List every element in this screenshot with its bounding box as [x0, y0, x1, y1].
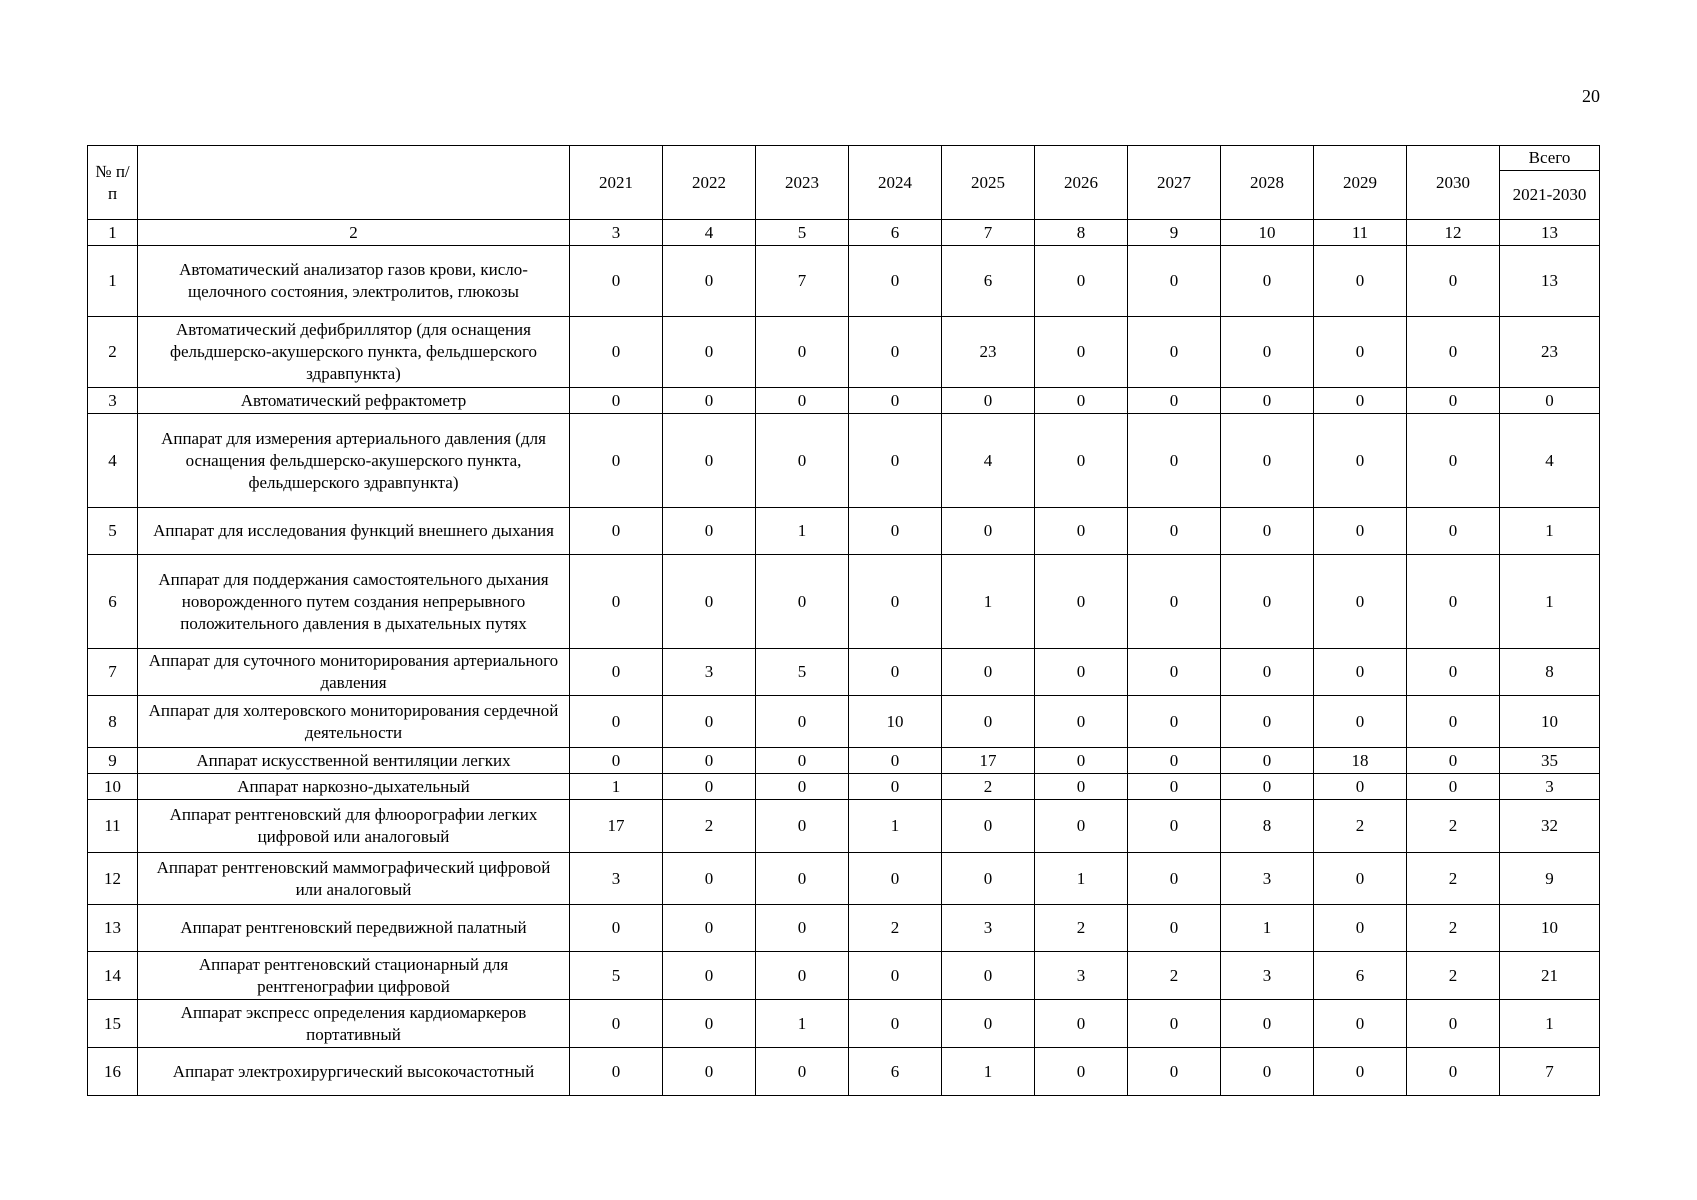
year-value: 0 [1128, 317, 1221, 388]
row-number: 13 [88, 905, 138, 952]
year-value: 0 [663, 696, 756, 748]
row-total: 4 [1500, 414, 1600, 508]
year-value: 0 [1314, 905, 1407, 952]
row-number: 8 [88, 696, 138, 748]
year-value: 0 [756, 414, 849, 508]
year-value: 0 [1314, 555, 1407, 649]
row-total: 35 [1500, 748, 1600, 774]
year-value: 0 [942, 696, 1035, 748]
year-value: 0 [1128, 1000, 1221, 1048]
year-value: 1 [1221, 905, 1314, 952]
year-value: 3 [663, 649, 756, 696]
year-value: 4 [942, 414, 1035, 508]
header-year: 2025 [942, 146, 1035, 220]
year-value: 3 [1221, 853, 1314, 905]
row-total: 10 [1500, 696, 1600, 748]
row-total: 1 [1500, 555, 1600, 649]
row-number: 14 [88, 952, 138, 1000]
year-value: 7 [756, 246, 849, 317]
year-value: 0 [663, 1048, 756, 1096]
table-row [88, 1048, 1600, 1096]
year-value: 0 [1407, 414, 1500, 508]
equipment-name: Аппарат для поддержания самостоятельного дыхания новорожденного путем создания непрерывного положительного давления в дыхательных путях [138, 555, 570, 649]
column-index: 1 [88, 220, 138, 246]
year-value: 0 [756, 748, 849, 774]
year-value: 0 [756, 774, 849, 800]
year-value: 1 [570, 774, 663, 800]
year-value: 0 [1221, 246, 1314, 317]
year-value: 0 [663, 905, 756, 952]
column-index: 12 [1407, 220, 1500, 246]
year-value: 0 [1035, 774, 1128, 800]
year-value: 0 [570, 748, 663, 774]
header-year: 2029 [1314, 146, 1407, 220]
table-row [88, 388, 1600, 414]
year-value: 0 [849, 952, 942, 1000]
year-value: 0 [663, 246, 756, 317]
table-row [88, 649, 1600, 696]
year-value: 2 [663, 800, 756, 853]
table-row [88, 905, 1600, 952]
table-row [88, 696, 1600, 748]
header-total: Всего [1500, 146, 1600, 171]
header-year: 2024 [849, 146, 942, 220]
year-value: 0 [1128, 414, 1221, 508]
table-row [88, 853, 1600, 905]
year-value: 0 [1221, 508, 1314, 555]
year-value: 0 [1407, 246, 1500, 317]
row-total: 3 [1500, 774, 1600, 800]
row-number: 4 [88, 414, 138, 508]
year-value: 0 [1128, 246, 1221, 317]
year-value: 0 [1035, 246, 1128, 317]
year-value: 1 [756, 508, 849, 555]
header-year: 2026 [1035, 146, 1128, 220]
year-value: 2 [1407, 800, 1500, 853]
year-value: 0 [849, 246, 942, 317]
year-value: 5 [756, 649, 849, 696]
year-value: 0 [663, 748, 756, 774]
row-total: 7 [1500, 1048, 1600, 1096]
row-total: 23 [1500, 317, 1600, 388]
year-value: 0 [1314, 508, 1407, 555]
equipment-name: Аппарат рентгеновский передвижной палатный [138, 905, 570, 952]
year-value: 0 [1128, 388, 1221, 414]
year-value: 0 [756, 952, 849, 1000]
year-value: 0 [663, 317, 756, 388]
year-value: 0 [1314, 696, 1407, 748]
equipment-name: Аппарат для исследования функций внешнего дыхания [138, 508, 570, 555]
table-row [88, 317, 1600, 388]
equipment-name: Аппарат рентгеновский стационарный для рентгенографии цифровой [138, 952, 570, 1000]
year-value: 3 [1221, 952, 1314, 1000]
row-number: 1 [88, 246, 138, 317]
year-value: 0 [1221, 388, 1314, 414]
year-value: 8 [1221, 800, 1314, 853]
row-total: 10 [1500, 905, 1600, 952]
table-row [88, 508, 1600, 555]
header-row [88, 146, 1600, 171]
row-number: 2 [88, 317, 138, 388]
table-row [88, 748, 1600, 774]
equipment-name: Аппарат рентгеновский для флюорографии легких цифровой или аналоговый [138, 800, 570, 853]
year-value: 5 [570, 952, 663, 1000]
year-value: 0 [1035, 1000, 1128, 1048]
column-index: 7 [942, 220, 1035, 246]
year-value: 0 [1035, 1048, 1128, 1096]
year-value: 0 [1128, 774, 1221, 800]
year-value: 0 [1128, 508, 1221, 555]
year-value: 0 [1035, 508, 1128, 555]
year-value: 0 [849, 508, 942, 555]
equipment-name: Аппарат искусственной вентиляции легких [138, 748, 570, 774]
header-total-range: 2021-2030 [1500, 171, 1600, 220]
column-index: 10 [1221, 220, 1314, 246]
year-value: 0 [849, 388, 942, 414]
year-value: 0 [1221, 774, 1314, 800]
year-value: 0 [849, 853, 942, 905]
row-number: 6 [88, 555, 138, 649]
year-value: 0 [1314, 774, 1407, 800]
column-index-row [88, 220, 1600, 246]
year-value: 0 [1035, 414, 1128, 508]
year-value: 6 [942, 246, 1035, 317]
equipment-name: Аппарат рентгеновский маммографический цифровой или аналоговый [138, 853, 570, 905]
equipment-name: Аппарат электрохирургический высокочастотный [138, 1048, 570, 1096]
year-value: 3 [1035, 952, 1128, 1000]
year-value: 0 [1035, 317, 1128, 388]
table-row [88, 555, 1600, 649]
year-value: 2 [1407, 952, 1500, 1000]
year-value: 0 [1221, 748, 1314, 774]
column-index: 6 [849, 220, 942, 246]
equipment-name: Автоматический анализатор газов крови, кисло-щелочного состояния, электролитов, глюкозы [138, 246, 570, 317]
year-value: 3 [570, 853, 663, 905]
year-value: 17 [570, 800, 663, 853]
year-value: 2 [1314, 800, 1407, 853]
year-value: 0 [1035, 388, 1128, 414]
year-value: 2 [1407, 853, 1500, 905]
year-value: 0 [849, 317, 942, 388]
year-value: 0 [942, 853, 1035, 905]
year-value: 0 [1221, 414, 1314, 508]
year-value: 0 [570, 508, 663, 555]
year-value: 3 [942, 905, 1035, 952]
year-value: 10 [849, 696, 942, 748]
row-total: 1 [1500, 1000, 1600, 1048]
equipment-name: Автоматический рефрактометр [138, 388, 570, 414]
header-year: 2030 [1407, 146, 1500, 220]
year-value: 0 [663, 414, 756, 508]
table-row [88, 1000, 1600, 1048]
row-number: 7 [88, 649, 138, 696]
year-value: 0 [1035, 800, 1128, 853]
year-value: 0 [756, 388, 849, 414]
year-value: 0 [1221, 1000, 1314, 1048]
year-value: 0 [1221, 649, 1314, 696]
year-value: 0 [1314, 853, 1407, 905]
year-value: 0 [1407, 649, 1500, 696]
year-value: 23 [942, 317, 1035, 388]
table-row [88, 952, 1600, 1000]
equipment-name: Автоматический дефибриллятор (для оснащения фельдшерско-акушерского пункта, фельдшерского здравпункта) [138, 317, 570, 388]
table-row [88, 774, 1600, 800]
year-value: 0 [663, 952, 756, 1000]
year-value: 0 [570, 414, 663, 508]
header-name [138, 146, 570, 220]
equipment-name: Аппарат для измерения артериального давления (для оснащения фельдшерско-акушерского пункта, фельдшерского здравпункта) [138, 414, 570, 508]
year-value: 0 [849, 748, 942, 774]
year-value: 0 [663, 853, 756, 905]
year-value: 1 [756, 1000, 849, 1048]
row-total: 1 [1500, 508, 1600, 555]
row-number: 11 [88, 800, 138, 853]
row-number: 10 [88, 774, 138, 800]
year-value: 1 [849, 800, 942, 853]
year-value: 0 [1221, 317, 1314, 388]
column-index: 11 [1314, 220, 1407, 246]
year-value: 0 [1407, 555, 1500, 649]
year-value: 0 [663, 774, 756, 800]
year-value: 18 [1314, 748, 1407, 774]
page-number: 20 [1582, 86, 1600, 106]
year-value: 0 [1221, 1048, 1314, 1096]
row-number: 5 [88, 508, 138, 555]
equipment-name: Аппарат экспресс определения кардиомаркеров портативный [138, 1000, 570, 1048]
year-value: 0 [1407, 748, 1500, 774]
header-year: 2021 [570, 146, 663, 220]
equipment-name: Аппарат для холтеровского мониторирования сердечной деятельности [138, 696, 570, 748]
year-value: 0 [1314, 388, 1407, 414]
year-value: 0 [942, 649, 1035, 696]
row-total: 32 [1500, 800, 1600, 853]
row-number: 12 [88, 853, 138, 905]
year-value: 0 [663, 555, 756, 649]
year-value: 0 [849, 1000, 942, 1048]
year-value: 0 [1407, 1048, 1500, 1096]
year-value: 0 [756, 696, 849, 748]
year-value: 0 [1407, 696, 1500, 748]
table-row [88, 414, 1600, 508]
year-value: 0 [1035, 555, 1128, 649]
year-value: 0 [570, 696, 663, 748]
table-row [88, 246, 1600, 317]
header-num: № п/п [88, 146, 138, 220]
year-value: 0 [1407, 388, 1500, 414]
year-value: 0 [1128, 905, 1221, 952]
year-value: 0 [1035, 696, 1128, 748]
year-value: 0 [1128, 800, 1221, 853]
year-value: 0 [1407, 1000, 1500, 1048]
column-index: 5 [756, 220, 849, 246]
year-value: 0 [570, 649, 663, 696]
year-value: 0 [942, 800, 1035, 853]
year-value: 0 [663, 388, 756, 414]
year-value: 0 [1314, 414, 1407, 508]
row-number: 15 [88, 1000, 138, 1048]
column-index: 2 [138, 220, 570, 246]
year-value: 0 [1314, 1048, 1407, 1096]
year-value: 0 [1128, 696, 1221, 748]
year-value: 2 [849, 905, 942, 952]
year-value: 2 [1407, 905, 1500, 952]
year-value: 0 [1128, 853, 1221, 905]
year-value: 0 [570, 1000, 663, 1048]
equipment-name: Аппарат для суточного мониторирования артериального давления [138, 649, 570, 696]
column-index: 3 [570, 220, 663, 246]
equipment-name: Аппарат наркозно-дыхательный [138, 774, 570, 800]
year-value: 0 [849, 414, 942, 508]
year-value: 0 [1128, 748, 1221, 774]
year-value: 0 [1314, 317, 1407, 388]
year-value: 0 [849, 649, 942, 696]
year-value: 0 [1407, 317, 1500, 388]
year-value: 0 [1128, 649, 1221, 696]
year-value: 0 [1128, 1048, 1221, 1096]
header-year: 2027 [1128, 146, 1221, 220]
year-value: 0 [756, 800, 849, 853]
year-value: 0 [570, 317, 663, 388]
year-value: 0 [570, 905, 663, 952]
row-total: 8 [1500, 649, 1600, 696]
year-value: 0 [756, 905, 849, 952]
header-year: 2022 [663, 146, 756, 220]
column-index: 8 [1035, 220, 1128, 246]
row-total: 21 [1500, 952, 1600, 1000]
year-value: 0 [1407, 508, 1500, 555]
year-value: 2 [1035, 905, 1128, 952]
column-index: 13 [1500, 220, 1600, 246]
year-value: 0 [1221, 555, 1314, 649]
year-value: 2 [1128, 952, 1221, 1000]
year-value: 0 [1314, 246, 1407, 317]
row-total: 13 [1500, 246, 1600, 317]
year-value: 6 [1314, 952, 1407, 1000]
year-value: 0 [756, 1048, 849, 1096]
year-value: 1 [1035, 853, 1128, 905]
year-value: 1 [942, 1048, 1035, 1096]
header-year: 2028 [1221, 146, 1314, 220]
row-number: 16 [88, 1048, 138, 1096]
year-value: 2 [942, 774, 1035, 800]
row-total: 0 [1500, 388, 1600, 414]
year-value: 0 [663, 1000, 756, 1048]
year-value: 6 [849, 1048, 942, 1096]
year-value: 0 [849, 555, 942, 649]
year-value: 0 [1035, 748, 1128, 774]
header-year: 2023 [756, 146, 849, 220]
row-number: 9 [88, 748, 138, 774]
year-value: 0 [1314, 649, 1407, 696]
year-value: 0 [942, 1000, 1035, 1048]
year-value: 0 [1128, 555, 1221, 649]
year-value: 17 [942, 748, 1035, 774]
year-value: 0 [1314, 1000, 1407, 1048]
table-row [88, 800, 1600, 853]
year-value: 0 [1035, 649, 1128, 696]
year-value: 1 [942, 555, 1035, 649]
year-value: 0 [756, 555, 849, 649]
year-value: 0 [570, 388, 663, 414]
year-value: 0 [1407, 774, 1500, 800]
year-value: 0 [849, 774, 942, 800]
year-value: 0 [942, 952, 1035, 1000]
equipment-table [87, 145, 1600, 1096]
year-value: 0 [756, 317, 849, 388]
column-index: 9 [1128, 220, 1221, 246]
year-value: 0 [942, 508, 1035, 555]
row-total: 9 [1500, 853, 1600, 905]
year-value: 0 [756, 853, 849, 905]
year-value: 0 [1221, 696, 1314, 748]
year-value: 0 [942, 388, 1035, 414]
year-value: 0 [570, 555, 663, 649]
year-value: 0 [570, 1048, 663, 1096]
year-value: 0 [663, 508, 756, 555]
column-index: 4 [663, 220, 756, 246]
row-number: 3 [88, 388, 138, 414]
year-value: 0 [570, 246, 663, 317]
